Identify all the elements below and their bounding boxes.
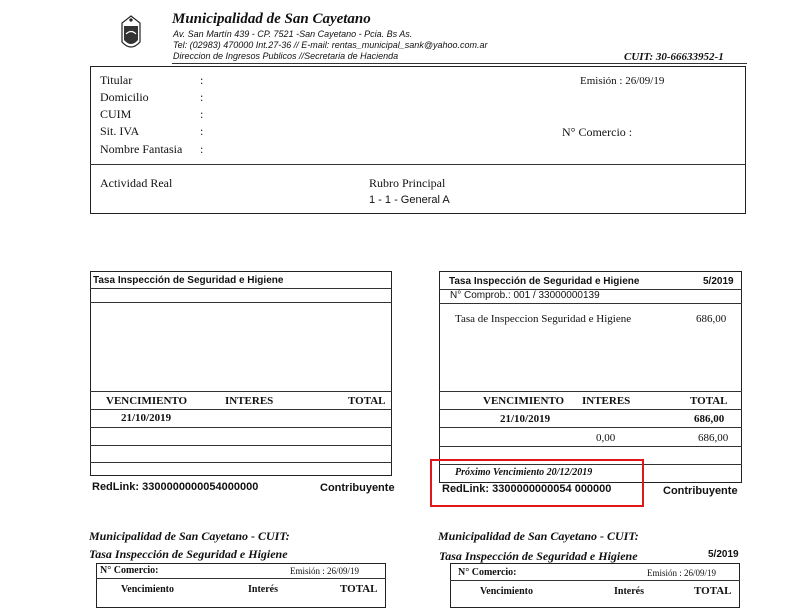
label-nombre-fantasia: Nombre Fantasia	[100, 142, 183, 156]
right-total-1: 686,00	[694, 413, 725, 425]
right-row-rule-2	[439, 446, 742, 447]
label-domicilio: Domicilio	[100, 90, 149, 104]
municipality-name: Municipalidad de San Cayetano	[172, 11, 371, 27]
bottom-right-emision: Emisión : 26/09/19	[647, 568, 717, 578]
right-coupon-header-rule	[439, 391, 742, 392]
header-underline	[172, 63, 747, 64]
bottom-left-rule	[96, 578, 386, 579]
right-concept: Tasa de Inspeccion Seguridad e Higiene	[455, 313, 632, 325]
right-col-total: TOTAL	[690, 395, 728, 407]
right-concept-amount: 686,00	[696, 313, 727, 325]
right-row-rule-1	[439, 427, 742, 428]
right-contribuyente: Contribuyente	[663, 485, 738, 497]
left-coupon-header-rule	[90, 391, 392, 392]
right-total-2: 686,00	[698, 432, 729, 444]
right-coupon-period: 5/2019	[703, 276, 734, 287]
bottom-right-line1: Municipalidad de San Cayetano - CUIT:	[438, 529, 639, 543]
colon-titular: :	[200, 73, 204, 87]
rubro-principal-label: Rubro Principal	[369, 176, 446, 190]
bottom-right-line2: Tasa Inspección de Seguridad e Higiene	[439, 549, 638, 563]
redlink-highlight-box	[430, 459, 644, 507]
left-col-total: TOTAL	[348, 395, 386, 407]
titular-divider	[90, 164, 746, 165]
left-row-rule-3	[90, 462, 392, 463]
municipality-department: Direccion de Ingresos Publicos //Secretaria de Hacienda	[173, 51, 399, 61]
left-contribuyente: Contribuyente	[320, 482, 395, 494]
left-col-vencimiento: VENCIMIENTO	[106, 395, 188, 407]
left-vencimiento-date: 21/10/2019	[121, 412, 172, 424]
colon-sit-iva: :	[200, 124, 204, 138]
label-cuim: CUIM	[100, 107, 132, 121]
right-comprob: N° Comprob.: 001 / 33000000139	[450, 290, 600, 301]
right-col-interes: INTERES	[582, 395, 631, 407]
titular-box	[90, 66, 746, 214]
rubro-principal-value: 1 - 1 - General A	[369, 194, 450, 206]
colon-nombre-fantasia: :	[200, 142, 204, 156]
actividad-real-label: Actividad Real	[100, 176, 173, 190]
left-coupon-cols-rule	[90, 409, 392, 410]
bottom-left-col-vencimiento: Vencimiento	[121, 584, 174, 595]
bottom-left-comercio: N° Comercio:	[100, 565, 159, 576]
left-coupon-title-rule	[90, 288, 392, 289]
left-coupon-body-rule	[90, 302, 392, 303]
left-coupon-title: Tasa Inspección de Seguridad e Higiene	[93, 275, 284, 286]
municipality-address: Av. San Martín 439 - CP. 7521 -San Cayetano - Pcia. Bs As.	[173, 29, 413, 39]
bottom-left-line2: Tasa Inspección de Seguridad e Higiene	[89, 547, 288, 561]
right-proximo-vencimiento: Próximo Vencimiento 20/12/2019	[455, 467, 593, 478]
bottom-right-col-interes: Interés	[614, 586, 644, 597]
colon-domicilio: :	[200, 90, 204, 104]
right-coupon-title: Tasa Inspección de Seguridad e Higiene	[449, 276, 640, 287]
municipal-logo	[120, 14, 142, 54]
colon-cuim: :	[200, 107, 204, 121]
left-col-interes: INTERES	[225, 395, 274, 407]
label-sit-iva: Sit. IVA	[100, 124, 140, 138]
left-redlink: RedLink: 3300000000054000000	[92, 481, 259, 493]
bottom-left-col-interes: Interés	[248, 584, 278, 595]
bottom-right-col-total: TOTAL	[694, 585, 732, 597]
bottom-right-rule	[450, 580, 740, 581]
left-row-rule-2	[90, 445, 392, 446]
right-redlink: RedLink: 3300000000054 000000	[442, 483, 612, 495]
label-titular: Titular	[100, 73, 133, 87]
left-row-rule-1	[90, 427, 392, 428]
cuit-label: CUIT: 30-66633952-1	[624, 51, 724, 63]
right-interes-2: 0,00	[596, 432, 616, 444]
comercio-label: N° Comercio :	[562, 125, 633, 139]
municipality-phone: Tel: (02983) 470000 Int.27-36 // E-mail: rentas_municipal_sank@yahoo.com.ar	[173, 40, 488, 50]
bottom-right-comercio: N° Comercio:	[458, 567, 517, 578]
bottom-right-period: 5/2019	[708, 549, 739, 560]
bottom-left-emision: Emisión : 26/09/19	[290, 566, 360, 576]
emision-date: Emisión : 26/09/19	[580, 75, 665, 87]
bottom-left-line1: Municipalidad de San Cayetano - CUIT:	[89, 529, 290, 543]
bottom-left-col-total: TOTAL	[340, 583, 378, 595]
bottom-right-col-vencimiento: Vencimiento	[480, 586, 533, 597]
right-vencimiento-date: 21/10/2019	[500, 413, 551, 425]
right-coupon-comprob-rule	[439, 303, 742, 304]
right-col-vencimiento: VENCIMIENTO	[483, 395, 565, 407]
right-coupon-cols-rule	[439, 409, 742, 410]
